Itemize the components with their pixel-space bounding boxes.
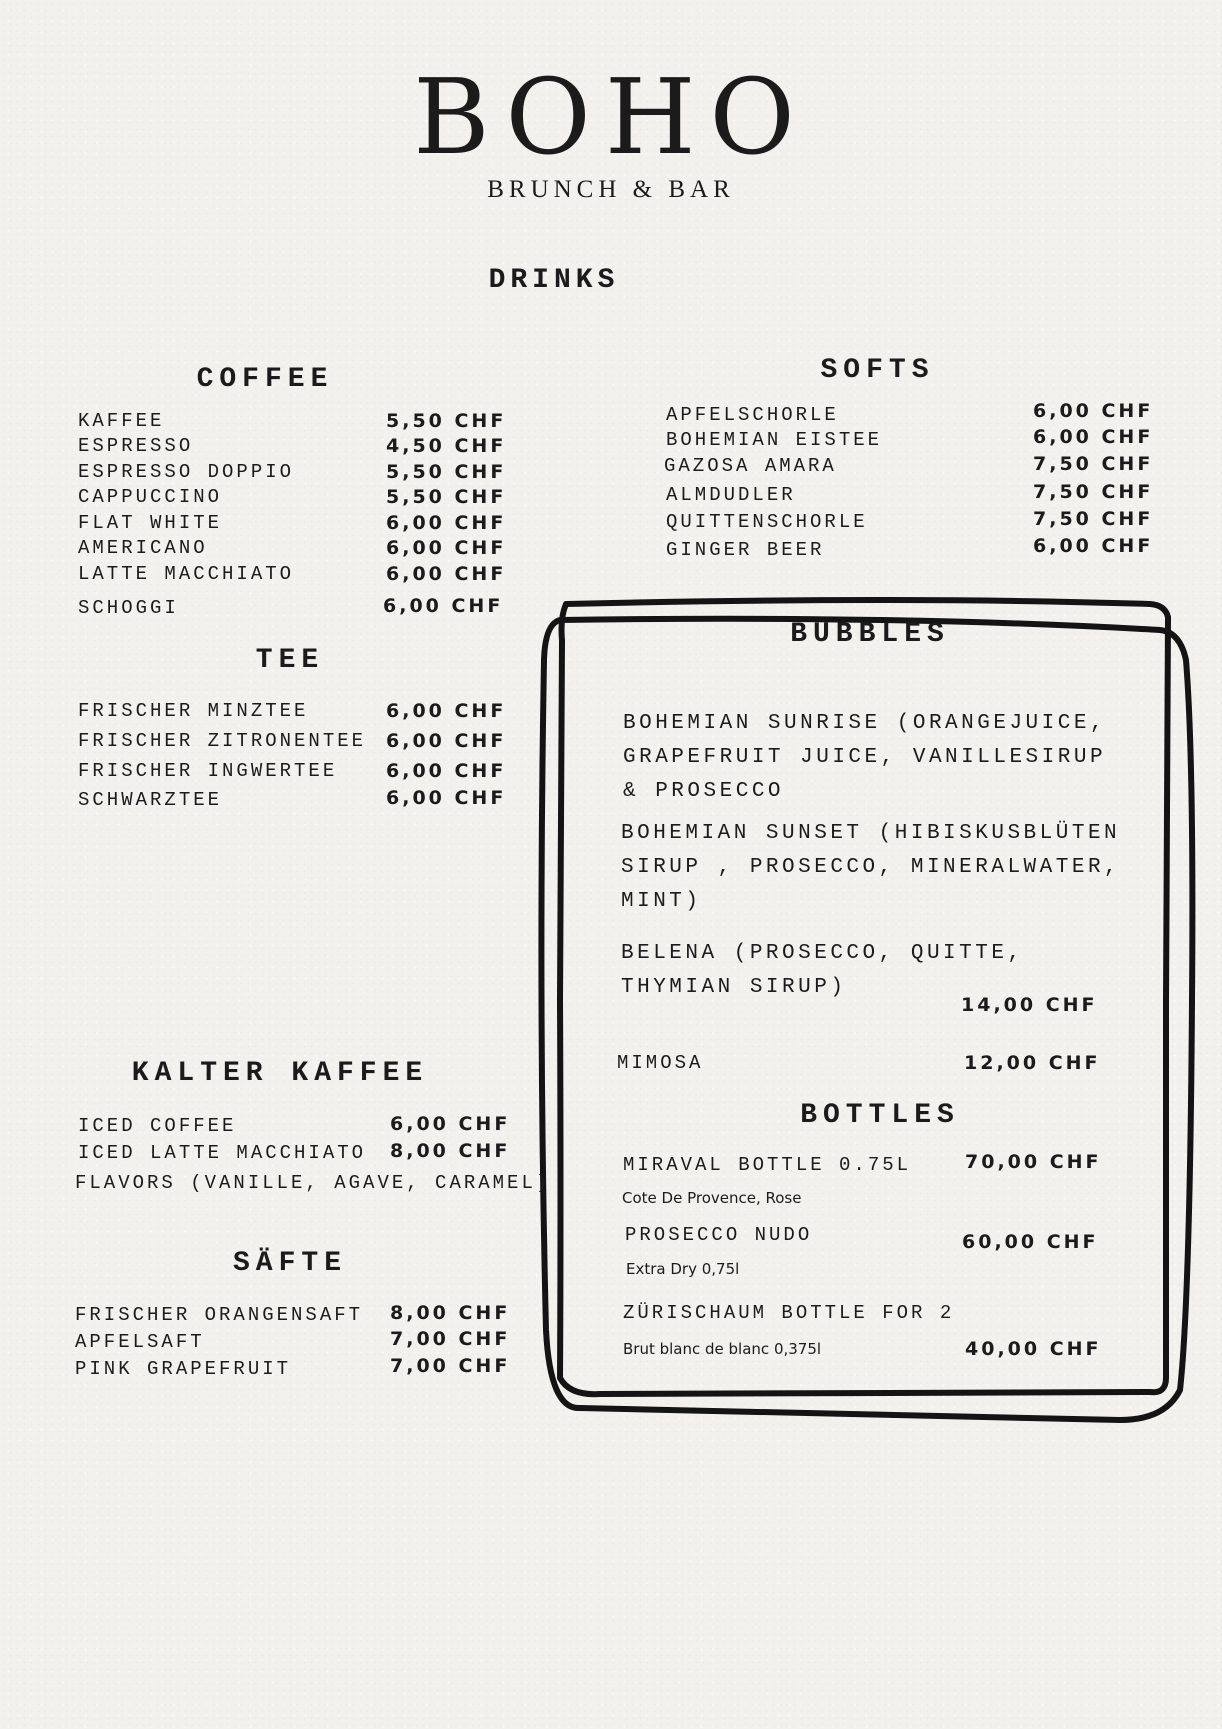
softs-price: 7,50 CHF (1033, 453, 1154, 475)
softs-price: 7,50 CHF (1033, 508, 1154, 530)
cocktail-price: 14,00 CHF (961, 994, 1098, 1016)
kalter-kaffee-price: 6,00 CHF (390, 1113, 511, 1135)
saefte-item: APFELSAFT (75, 1331, 205, 1353)
bottle-item: PROSECCO NUDO (625, 1224, 813, 1246)
coffee-item: ESPRESSO (78, 435, 194, 457)
saefte-price: 7,00 CHF (390, 1328, 511, 1350)
saefte-price: 7,00 CHF (390, 1355, 511, 1377)
coffee-price: 6,00 CHF (386, 563, 507, 585)
softs-item: QUITTENSCHORLE (666, 511, 868, 533)
page-heading: DRINKS (488, 265, 620, 296)
coffee-price: 6,00 CHF (383, 595, 504, 617)
coffee-price: 5,50 CHF (386, 461, 507, 483)
brand-tagline: BRUNCH & BAR (487, 176, 735, 203)
belena: BELENA (PROSECCO, QUITTE, THYMIAN SIRUP) (621, 942, 1024, 999)
coffee-item: LATTE MACCHIATO (78, 563, 295, 585)
tee-item: FRISCHER ZITRONENTEE (78, 730, 367, 752)
coffee-price: 4,50 CHF (386, 435, 507, 457)
kalter-kaffee-flavors: FLAVORS (VANILLE, AGAVE, CARAMEL) (75, 1172, 551, 1194)
kalter-kaffee-title: KALTER KAFFEE (131, 1058, 429, 1089)
saefte-price: 8,00 CHF (390, 1302, 511, 1324)
bottles-title: BOTTLES (800, 1100, 960, 1131)
tee-price: 6,00 CHF (386, 787, 507, 809)
bottle-sub: Extra Dry 0,75l (626, 1260, 740, 1278)
coffee-price: 5,50 CHF (386, 410, 507, 432)
bottle-item: ZÜRISCHAUM BOTTLE FOR 2 (623, 1302, 955, 1324)
softs-price: 7,50 CHF (1033, 481, 1154, 503)
tee-item: SCHWARZTEE (78, 789, 223, 811)
coffee-item: CAPPUCCINO (78, 486, 223, 508)
bohemian-sunrise: BOHEMIAN SUNRISE (ORANGEJUICE, GRAPEFRUIT JUICE, VANILLESIRUP & PROSECCO (623, 712, 1107, 803)
coffee-item: AMERICANO (78, 537, 208, 559)
tee-item: FRISCHER INGWERTEE (78, 760, 338, 782)
tee-title: TEE (255, 645, 325, 676)
tee-item: FRISCHER MINZTEE (78, 700, 309, 722)
tee-price: 6,00 CHF (386, 730, 507, 752)
bubbles-title: BUBBLES (790, 619, 950, 650)
kalter-kaffee-item: ICED LATTE MACCHIATO (78, 1142, 367, 1164)
bottle-price: 40,00 CHF (965, 1338, 1102, 1360)
softs-price: 6,00 CHF (1033, 426, 1154, 448)
coffee-price: 6,00 CHF (386, 512, 507, 534)
coffee-item: KAFFEE (78, 410, 165, 432)
bottle-item: MIRAVAL BOTTLE 0.75L (623, 1154, 912, 1176)
bottle-sub: Brut blanc de blanc 0,375l (623, 1340, 822, 1358)
softs-title: SOFTS (820, 355, 935, 386)
saefte-item: PINK GRAPEFRUIT (75, 1358, 292, 1380)
softs-item: GAZOSA AMARA (664, 455, 837, 477)
coffee-title: COFFEE (196, 364, 334, 395)
kalter-kaffee-item: ICED COFFEE (78, 1115, 237, 1137)
bohemian-sunset: BOHEMIAN SUNSET (HIBISKUSBLÜTEN SIRUP , PROSECCO, MINERALWATER, MINT) (621, 822, 1121, 913)
coffee-item: SCHOGGI (78, 597, 179, 619)
bottle-price: 70,00 CHF (965, 1151, 1102, 1173)
softs-item: GINGER BEER (666, 539, 825, 561)
mimosa-price: 12,00 CHF (964, 1052, 1101, 1074)
softs-price: 6,00 CHF (1033, 400, 1154, 422)
coffee-price: 6,00 CHF (386, 537, 507, 559)
coffee-item: FLAT WHITE (78, 512, 223, 534)
bottle-price: 60,00 CHF (962, 1231, 1099, 1253)
coffee-item: ESPRESSO DOPPIO (78, 461, 295, 483)
softs-item: ALMDUDLER (666, 484, 796, 506)
saefte-item: FRISCHER ORANGENSAFT (75, 1304, 364, 1326)
bottle-sub: Cote De Provence, Rose (622, 1189, 802, 1207)
mimosa-item: MIMOSA (617, 1052, 704, 1074)
coffee-price: 5,50 CHF (386, 486, 507, 508)
tee-price: 6,00 CHF (386, 700, 507, 722)
kalter-kaffee-price: 8,00 CHF (390, 1140, 511, 1162)
softs-item: APFELSCHORLE (666, 404, 839, 426)
tee-price: 6,00 CHF (386, 760, 507, 782)
softs-item: BOHEMIAN EISTEE (666, 429, 883, 451)
softs-price: 6,00 CHF (1033, 535, 1154, 557)
saefte-title: SÄFTE (232, 1248, 347, 1279)
brand-logo: BOHO (413, 56, 809, 178)
